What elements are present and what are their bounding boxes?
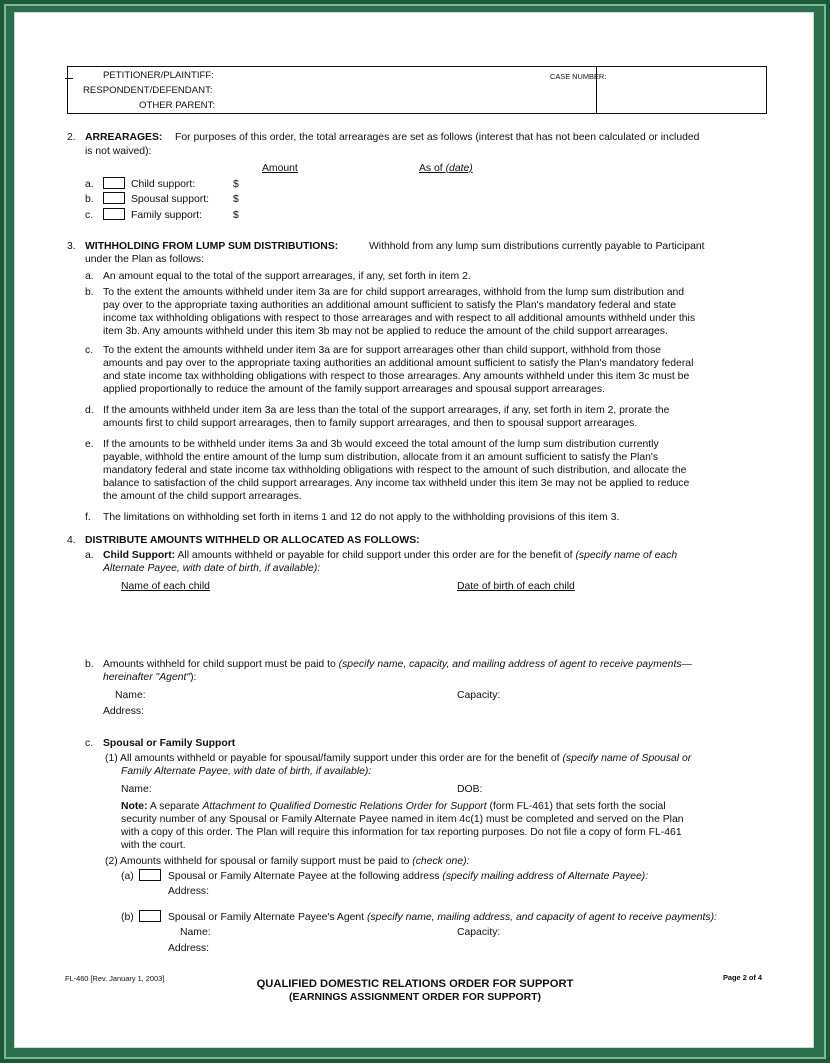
s2-b-dollar: $ — [233, 194, 239, 205]
respondent-label: RESPONDENT/DEFENDANT: — [83, 85, 213, 96]
s3-f-text: The limitations on withholding set forth in items 1 and 12 do not apply to the withholding provisions of this item 3. — [103, 512, 620, 523]
s4-b-italic2: hereinafter "Agent" — [103, 672, 191, 683]
s4-a-line1 — [103, 549, 677, 562]
s4-ca-line — [168, 870, 648, 883]
s4-note1c: (form FL-461) that sets forth the social — [489, 801, 666, 812]
s4-ca-checkbox[interactable] — [139, 869, 161, 881]
s4-a-italic1: (specify name of each — [575, 550, 678, 561]
s4-b-name-label: Name: — [115, 690, 146, 701]
s4-title: DISTRIBUTE AMOUNTS WITHHELD OR ALLOCATED AS FOLLOWS: — [85, 535, 420, 546]
s4-b-italic2-end: ): — [190, 672, 197, 683]
s4-a-letter: a. — [85, 550, 94, 561]
s3-e-line2: payable, withhold the entire amount of the lump sum distribution, allocate from it an amount sufficient to satisfy the Plan's — [103, 452, 659, 463]
s4-c1-italic1: (specify name of Spousal or — [562, 753, 692, 764]
s3-b-line1: To the extent the amounts withheld under item 3a are for child support arrearages, withhold from the lump sum distribution and — [103, 287, 685, 298]
s4-ca-label: (a) — [121, 871, 134, 882]
s4-b-letter: b. — [85, 659, 94, 670]
s4-cb-address-label: Address: — [168, 943, 210, 954]
s3-c-line1: To the extent the amounts withheld under item 3a are for support arrearages other than child support, withhold from those — [103, 345, 661, 356]
s4-c2-italic: (check one): — [412, 856, 470, 867]
s4-c1-dob-label: DOB: — [457, 784, 483, 795]
s4-a-line2: Alternate Payee, with date of birth, if available): — [103, 563, 321, 574]
s2-b-checkbox[interactable] — [103, 192, 125, 204]
s3-e-line3: mandatory federal and state income tax withholding obligations with respect to the amount of such distribution, and allocate the — [103, 465, 687, 476]
s3-c-line2: amounts and pay over to the appropriate taxing authorities an additional amount sufficient to satisfy the Plan's mandatory federal — [103, 358, 694, 369]
s2-a-dollar: $ — [233, 179, 239, 190]
s2-c-letter: c. — [85, 210, 94, 221]
s4-c1-text: (1) All amounts withheld or payable for spousal/family support under this order are for the benefit of — [105, 753, 560, 764]
s4-cb-line — [168, 911, 717, 924]
s3-b-line4: item 3b. Any amounts withheld under this item 3b may not be applied to reduce the amount of the child support arrearages. — [103, 326, 668, 337]
s3-d-letter: d. — [85, 405, 94, 416]
document-page — [14, 12, 814, 1048]
s3-b-line3: income tax withholding obligations with respect to those arrearages and with respect to all additional amounts withheld under this — [103, 313, 696, 324]
s4-a-text: All amounts withheld or payable for child support under this order are for the benefit of — [177, 550, 573, 561]
s2-title: ARREARAGES: — [85, 132, 163, 143]
s4-b-line1 — [103, 658, 692, 671]
s4-note-line3: with a copy of this order. The Plan will require this information for tax reporting purposes. Do not file a copy of form FL-461 — [121, 827, 682, 838]
case-number-label: CASE NUMBER: — [550, 72, 607, 81]
s4-a-title: Child Support: — [103, 550, 176, 561]
s2-col-amount: Amount — [262, 163, 298, 174]
s4-note-line2: security number of any Spousal or Family Alternate Payee named in item 4c(1) must be completed and served on the Plan — [121, 814, 684, 825]
s3-e-line4: balance to satisfaction of the child support arrearages. Any income tax withheld under this item 3e may not be applied to reduce — [103, 478, 690, 489]
s4-cb-name-label: Name: — [180, 927, 211, 938]
s3-text-line1: Withhold from any lump sum distributions currently payable to Participant — [369, 241, 705, 252]
s2-col-asof — [419, 162, 473, 175]
s3-text-line2: under the Plan as follows: — [85, 254, 204, 265]
s4-c2-text: (2) Amounts withheld for spousal or family support must be paid to — [105, 856, 410, 867]
s3-title: WITHHOLDING FROM LUMP SUM DISTRIBUTIONS: — [85, 241, 339, 252]
s2-text-line2: is not waived): — [85, 146, 152, 157]
s2-a-letter: a. — [85, 179, 94, 190]
footer-title-line2: (EARNINGS ASSIGNMENT ORDER FOR SUPPORT) — [289, 992, 541, 1003]
s4-cb-capacity-label: Capacity: — [457, 927, 501, 938]
s2-b-label: Spousal support: — [131, 194, 209, 205]
s4-c1-name-label: Name: — [121, 784, 152, 795]
s2-col-asof-label: As of — [419, 163, 443, 174]
s3-d-line2: amounts first to child support arrearages, then to family support arrearages, and then to spousal support arrearages. — [103, 418, 638, 429]
s3-b-line2: pay over to the appropriate taxing authorities an additional amount sufficient to satisfy the Plan's mandatory federal and state — [103, 300, 677, 311]
footer-form-id: FL-460 [Rev. January 1, 2003] — [65, 974, 165, 983]
s3-c-line4: applied proportionally to reduce the amount of the family support arrearages and spousal support arrearages. — [103, 384, 605, 395]
s4-c-letter: c. — [85, 738, 94, 749]
s2-b-letter: b. — [85, 194, 94, 205]
s4-b-text: Amounts withheld for child support must be paid to — [103, 659, 336, 670]
s4-note1a: A separate — [149, 801, 200, 812]
s2-c-label: Family support: — [131, 210, 203, 221]
s4-note-label: Note: — [121, 801, 148, 812]
s4-cb-italic: (specify name, mailing address, and capacity of agent to receive payments): — [366, 912, 717, 923]
s3-a-text: An amount equal to the total of the support arrearages, if any, set forth in item 2. — [103, 271, 471, 282]
s4-b-capacity-label: Capacity: — [457, 690, 501, 701]
s4-b-italic1: (specify name, capacity, and mailing address of agent to receive payments— — [338, 659, 692, 670]
s4-ca-italic: (specify mailing address of Alternate Payee): — [442, 871, 649, 882]
s2-c-checkbox[interactable] — [103, 208, 125, 220]
s4-note-line4: with the court. — [121, 840, 186, 851]
footer-page-number: Page 2 of 4 — [723, 973, 763, 982]
s4-c2-line — [105, 855, 469, 868]
petitioner-label: PETITIONER/PLAINTIFF: — [103, 70, 214, 81]
s4-note-line1 — [121, 800, 666, 813]
s2-text-line1: For purposes of this order, the total arrearages are set as follows (interest that has not been calculated or included — [175, 132, 700, 143]
s3-number: 3. — [67, 241, 76, 252]
s4-col-child-dob: Date of birth of each child — [457, 581, 575, 592]
s3-f-letter: f. — [85, 512, 91, 523]
s4-cb-label: (b) — [121, 912, 134, 923]
s2-number: 2. — [67, 132, 76, 143]
s3-a-letter: a. — [85, 271, 94, 282]
s4-c1-line1 — [105, 752, 691, 765]
s2-col-date: (date) — [445, 163, 473, 174]
s4-c-title: Spousal or Family Support — [103, 738, 236, 749]
s4-col-child-name: Name of each child — [121, 581, 210, 592]
other-parent-label: OTHER PARENT: — [139, 100, 216, 111]
s4-ca-address-label: Address: — [168, 886, 210, 897]
s4-ca-text: Spousal or Family Alternate Payee at the following address — [168, 871, 440, 882]
s3-e-line1: If the amounts to be withheld under items 3a and 3b would exceed the total amount of the lump sum distribution currently — [103, 439, 659, 450]
footer-title-line1: QUALIFIED DOMESTIC RELATIONS ORDER FOR SUPPORT — [256, 978, 574, 990]
s4-cb-text: Spousal or Family Alternate Payee's Agent — [168, 912, 365, 923]
s2-a-checkbox[interactable] — [103, 177, 125, 189]
s3-d-line1: If the amounts withheld under item 3a are less than the total of the support arrearages, if any, set forth in item 2, prorate the — [103, 405, 670, 416]
s4-number: 4. — [67, 535, 76, 546]
s4-cb-checkbox[interactable] — [139, 910, 161, 922]
s2-a-label: Child support: — [131, 179, 196, 190]
s4-c1-line2: Family Alternate Payee, with date of birth, if available): — [121, 766, 372, 777]
s3-c-line3: and state income tax withholding obligations with respect to those arrearages. Any amounts withheld under this item 3c must be — [103, 371, 690, 382]
s4-b-address-label: Address: — [103, 706, 145, 717]
s3-b-letter: b. — [85, 287, 94, 298]
s2-c-dollar: $ — [233, 210, 239, 221]
s3-c-letter: c. — [85, 345, 94, 356]
s3-e-letter: e. — [85, 439, 94, 450]
s4-note1b: Attachment to Qualified Domestic Relations Order for Support — [202, 801, 487, 812]
s4-b-line2 — [103, 671, 196, 684]
s3-e-line5: the amount of the child support arrearages. — [103, 491, 302, 502]
